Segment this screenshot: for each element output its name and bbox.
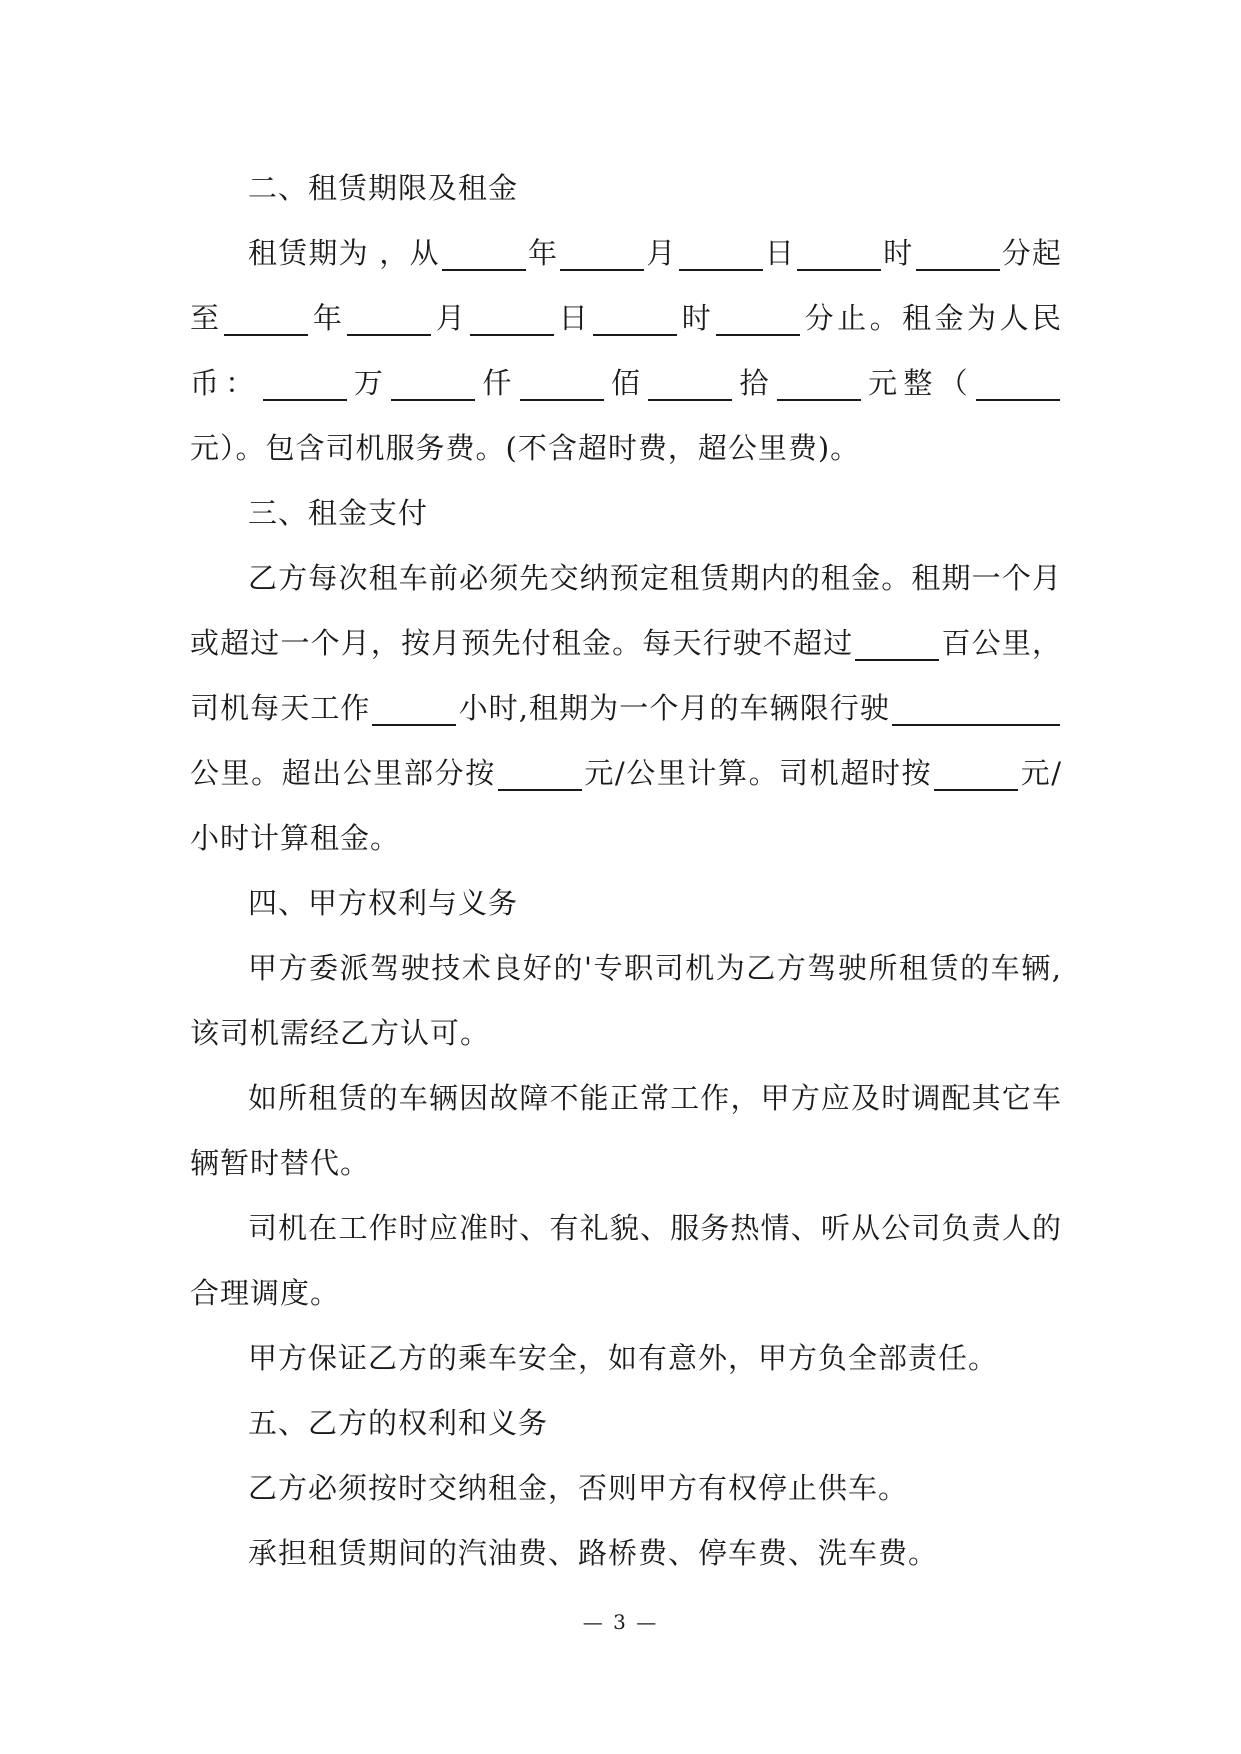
document-body — [190, 156, 1062, 1586]
paragraph-lease-term — [190, 221, 1062, 481]
blank-field — [976, 369, 1060, 401]
text-run: 日 — [764, 236, 796, 270]
blank-field — [716, 304, 800, 336]
paragraph-party-a-driver: 甲方委派驾驶技术良好的'专职司机为乙方驾驶所租赁的车辆,该司机需经乙方认可。 — [190, 951, 1062, 1050]
text-run: 佰 — [605, 366, 647, 400]
text-run: 时 — [883, 236, 914, 270]
text-run: 月 — [433, 301, 469, 335]
text-run: 元/公里计算。司机超时按 — [583, 756, 933, 790]
blank-field — [892, 694, 1060, 726]
section-heading-party-a-rights: 四、甲方权利与义务 — [248, 886, 519, 920]
paragraph-party-a-safety: 甲方保证乙方的乘车安全，如有意外，甲方负全部责任。 — [248, 1341, 999, 1375]
section-heading-rent-payment: 三、租金支付 — [248, 496, 429, 530]
text-run: 拾 — [734, 366, 775, 400]
blank-field — [442, 239, 526, 271]
text-run: 公里。超出公里部分按 — [190, 756, 496, 790]
paragraph-party-b-payment: 乙方必须按时交纳租金，否则甲方有权停止供车。 — [248, 1471, 909, 1505]
blank-field — [679, 239, 763, 271]
blank-field — [391, 369, 475, 401]
text-run: 万 — [348, 366, 390, 400]
blank-field — [934, 759, 1018, 791]
blank-field — [916, 239, 1000, 271]
blank-field — [263, 369, 347, 401]
blank-field — [520, 369, 604, 401]
text-run: 元整（ — [862, 366, 974, 400]
paragraph-party-b-expenses: 承担租赁期间的汽油费、路桥费、停车费、洗车费。 — [248, 1536, 939, 1570]
text-run: 元/小时计算租金。 — [190, 756, 1062, 855]
blank-field — [224, 304, 308, 336]
blank-field — [855, 629, 939, 661]
blank-field — [347, 304, 431, 336]
paragraph-party-a-conduct: 司机在工作时应准时、有礼貌、服务热情、听从公司负责人的合理调度。 — [190, 1211, 1062, 1310]
blank-field — [560, 239, 644, 271]
paragraph-party-a-replacement: 如所租赁的车辆因故障不能正常工作，甲方应及时调配其它车辆暂时替代。 — [190, 1081, 1062, 1180]
text-run: 分起至 — [190, 236, 1062, 335]
blank-field — [470, 304, 554, 336]
text-run: 月 — [646, 236, 677, 270]
blank-field — [498, 759, 582, 791]
text-run: 日 — [556, 301, 592, 335]
text-run: 分止。租金为人民币： — [190, 301, 1062, 400]
page-number: — 3 — — [582, 1610, 659, 1634]
text-run: 小时,租期为一个月的车辆限行驶 — [458, 691, 890, 725]
text-run: 乙方每次租车前必须先交纳预定租赁期内的租金。租期一个月或超过一个月，按月预先付租金。每天行驶不超过 — [190, 561, 1062, 660]
blank-field — [797, 239, 881, 271]
text-run: 年 — [310, 301, 346, 335]
blank-field — [777, 369, 861, 401]
text-run: 年 — [527, 236, 559, 270]
text-run: 元）。包含司机服务费。(不含超时费，超公里费)。 — [190, 431, 861, 465]
blank-field — [648, 369, 732, 401]
text-run: 租赁期为 ，从 — [248, 236, 440, 270]
blank-field — [372, 694, 456, 726]
text-run: 百公里，司机每天工作 — [190, 626, 1062, 725]
text-run: 仟 — [477, 366, 518, 400]
paragraph-rent-payment — [190, 546, 1062, 871]
section-heading-party-b-rights: 五、乙方的权利和义务 — [248, 1406, 549, 1440]
section-heading-lease-term: 二、租赁期限及租金 — [248, 171, 519, 205]
blank-field — [593, 304, 677, 336]
text-run: 时 — [679, 301, 715, 335]
